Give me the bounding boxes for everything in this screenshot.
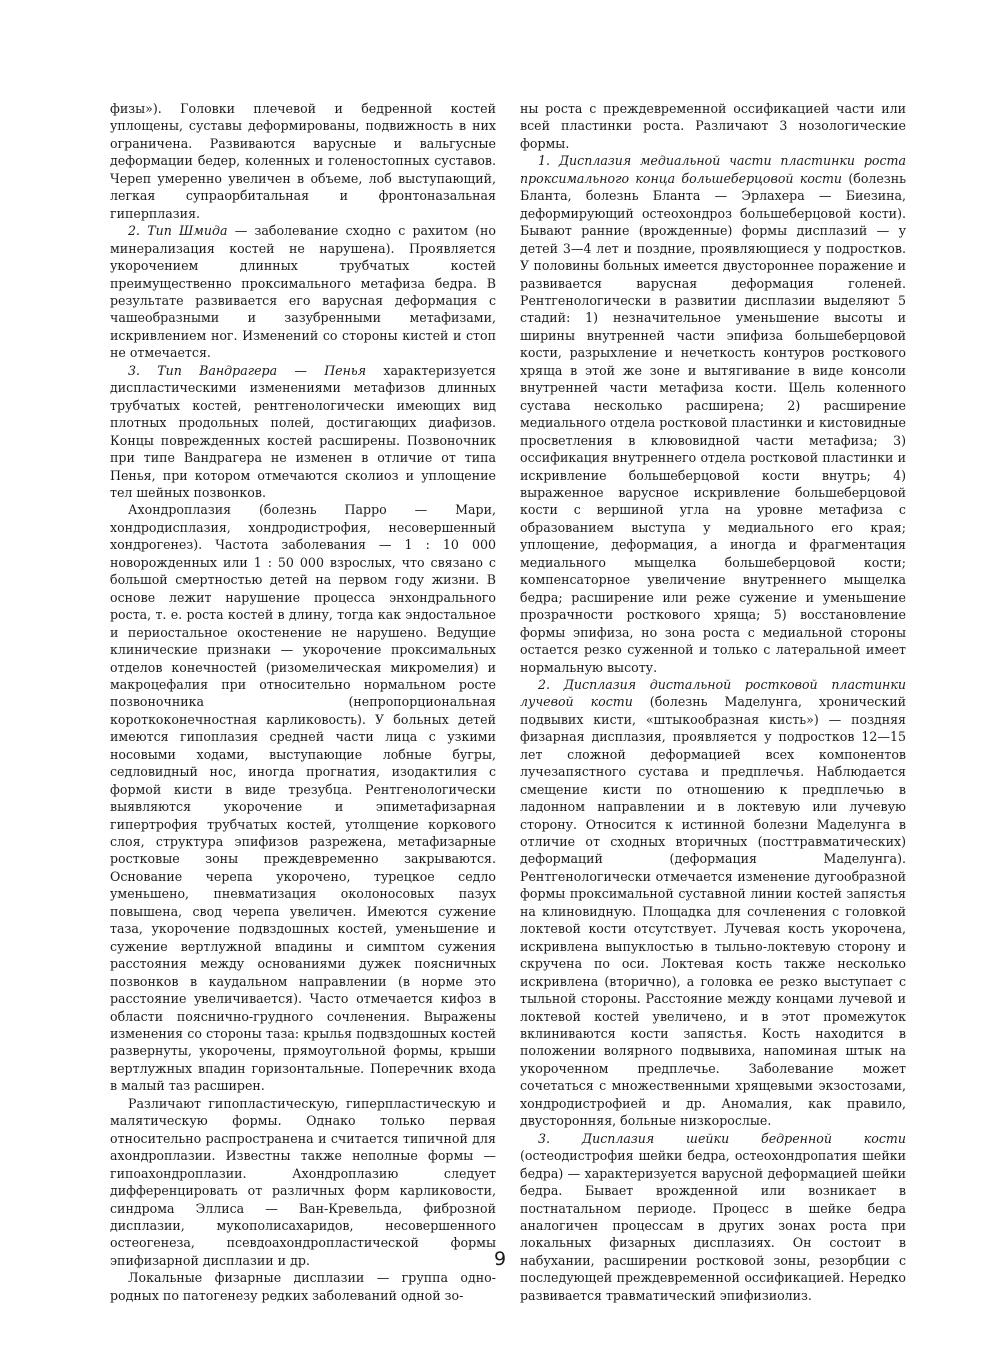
page-number: 9 bbox=[493, 1248, 507, 1270]
paragraph bbox=[110, 1095, 496, 1270]
paragraph bbox=[520, 676, 906, 1130]
right-column bbox=[520, 100, 906, 1304]
paragraph-title: Ахондроплазия bbox=[128, 502, 232, 518]
paragraph bbox=[520, 152, 906, 676]
paragraph-title: 1. Дисплазия медиальной части пластинки роста проксимального конца большеберцовой кости bbox=[520, 153, 906, 186]
paragraph-text: (болезнь Маделунга, хронический подвывих кисти, «штыкообразная кисть») — поздняя физарная дисплазия, проявляется у подростков 12—15 лет сложной деформацией всех компонентов лучезапястного сустава и предплечья. Наблюдается смещение кисти по отношению к предплечью в ладонном направлении и в локтевую или лучевую сторону. Относится к истинной болезни Маделунга в отличие от сходных вторичных (посттравматических) деформаций (деформация Маделунга). Рентгенологически отмечается изменение дугообразной формы проксимальной суставной линии костей запястья на клиновидную. Площадка для сочленения с головкой локтевой кости отсутствует. Лучевая кость укорочена, искривлена выпуклостью в тыльно-локтевую сторону и скручена по оси. Локтевая кость также несколько искривлена (вторично), а головка ее резко выступает с тыльной стороны. Расстояние между концами лучевой и локтевой костей увеличено, и в этот промежуток вклиниваются кости запястья. Кость находится в положении волярного подвывиха, напоминая штык на укороченном предплечье. Заболевание может сочетаться с множественными хрящевыми экзостозами, хондродистрофией и др. Аномалия, как правило, двусторонняя, больные низкорослые. bbox=[520, 694, 906, 1129]
paragraph-text: Различают гипопластическую, гиперпластическую и малятическую формы. Однако только первая относительно распространена и считается типичной для ахондроплазии. Известны также неполные формы — гипоахондроплазии. Ахондроплазию следует дифференцировать от различных форм карликовости, синдрома Эллиса — Ван-Кревельда, фиброзной дисплазии, мукополисахаридов, несовершенного остеогенеза, псевдоахондропластической формы эпифизарной дисплазии и др. bbox=[110, 1095, 496, 1268]
left-column bbox=[110, 100, 496, 1304]
paragraph-text: (остеодистрофия шейки бедра, остеохондропатия шейки бедра) — характеризуется варусной деформацией шейки бедра. Бывает врожденной или возникает в постнатальном периоде. Процесс в шейке бедра аналогичен процессам в других зонах роста при локальных физарных дисплазиях. Он состоит в набухании, расширении ростковой зоны, резорбции с последующей преждевременной оссификацией. Нередко развивается травматический эпифизиолиз. bbox=[520, 1148, 906, 1303]
paragraph-text: (болезнь Парро — Мари, хондродисплазия, хондродистрофия, несовершенный хондрогенез). Частота заболевания — 1 : 10 000 новорожденных или 1 : 50 000 взрослых, что связано с большой смертностью детей на первом году жизни. В основе лежит нарушение процесса энхондрального роста, т. е. роста костей в длину, тогда как эндостальное и периостальное окостенение не нарушено. Ведущие клинические признаки — укорочение проксимальных отделов конечностей (ризомелическая микромелия) и макроцефалия при относительно нормальном росте позвоночника (непропорциональная короткоконечностная карликовость). У больных детей имеются гипоплазия средней части лица с узкими носовыми ходами, выступающие лобные бугры, седловидный нос, иногда прогнатия, изодактилия с формой кисти в виде трезубца. Рентгенологически выявляются укорочение и эпиметафизарная гипертрофия трубчатых костей, утолщение коркового слоя, структура эпифизов разрежена, метафизарные ростковые зоны преждевременно закрываются. Основание черепа укорочено, турецкое седло уменьшено, пневматизация околоносовых пазух повышена, свод черепа увеличен. Имеются сужение таза, укорочение подвздошных костей, уменьшение и сужение вертлужной впадины и симптом сужения расстояния между основаниями дужек поясничных позвонков в каудальном направлении (в норме это расстояние увеличивается). Часто отмечается кифоз в области пояснично-грудного сочленения. Выражены изменения со стороны таза: крылья подвздошных костей развернуты, укорочены, прямоугольной формы, крыши вертлужных впадин горизонтальные. Поперечник входа в малый таз расширен. bbox=[110, 502, 496, 1094]
paragraph bbox=[520, 100, 906, 152]
paragraph-text: ны роста с преждевременной оссификацией части или всей пластинки роста. Различают 3 нозологические формы. bbox=[520, 101, 906, 151]
paragraph-text: характеризуется диспластическими изменениями метафизов длинных трубчатых костей, рентгенологически имеющих вид плотных продольных полей, достигающих диафизов. Концы поврежденных костей расширены. Позвоночник при типе Вандрагера не изменен в отличие от типа Пенья, при котором отмечаются сколиоз и уплощение тел шейных позвонков. bbox=[110, 362, 496, 500]
paragraph-title: 2. Тип Шмида bbox=[128, 223, 228, 239]
paragraph bbox=[110, 362, 496, 502]
paragraph-text: Локальные физарные дисплазии — группа одно-родных по патогенезу редких заболеваний одной зо- bbox=[110, 1270, 496, 1303]
paragraph bbox=[110, 100, 496, 222]
paragraph-title: 2. Дисплазия дистальной ростковой пластинки лучевой кости bbox=[520, 676, 906, 710]
paragraph-text: — заболевание сходно с рахитом (но минерализация костей не нарушена). Проявляется укорочением длинных трубчатых костей преимущественно проксимального метафиза бедра. В результате развивается его варусная деформация с чашеобразными и зазубренными метафизами, искривлением ног. Изменений со стороны кистей и стоп не отмечается. bbox=[110, 223, 496, 361]
paragraph-text: физы»). Головки плечевой и бедренной костей уплощены, суставы деформированы, подвижность в них ограничена. Развиваются варусные и вальгусные деформации бедер, коленных и голеностопных суставов. Череп умеренно увеличен в объеме, лоб выступающий, легкая супраорбитальная и фронтоназальная гиперплазия. bbox=[110, 101, 496, 221]
paragraph-title: 3. Тип Вандрагера — Пенья bbox=[128, 362, 367, 378]
paragraph bbox=[110, 501, 496, 1094]
paragraph bbox=[520, 1130, 906, 1305]
paragraph-text: (болезнь Бланта, болезнь Бланта — Эрлахера — Биезина, деформирующий остеохондроз большеберцовой кости). Бывают ранние (врожденные) формы дисплазий — у детей 3—4 лет и поздние, проявляющиеся у подростков. У половины больных имеется двустороннее поражение и развивается варусная деформация голеней. Рентгенологически в развитии дисплазии выделяют 5 стадий: 1) незначительное уменьшение высоты и ширины внутренней части эпифиза большеберцовой кости, разрыхление и нечеткость контуров росткового хряща в этой же зоне и вытягивание в виде консоли внутренней части метафиза кости. Щель коленного сустава несколько расширена; 2) расширение медиального отдела ростковой пластинки и кистовидные просветления в клювовидной части метафиза; 3) оссификация внутреннего отдела ростковой пластинки и искривление большеберцовой кости внутрь; 4) выраженное варусное искривление большеберцовой кости с вершиной угла на уровне метафиза с образованием выступа у медиального его края; уплощение, деформация, а иногда и фрагментация медиального мыщелка большеберцовой кости; компенсаторное увеличение внутреннего мыщелка бедра; расширение или реже сужение и уменьшение прозрачности росткового хряща; 5) восстановление формы эпифиза, но зона роста с медиальной стороны остается резко суженной и только с латеральной имеет нормальную высоту. bbox=[520, 170, 907, 675]
paragraph-title: 3. Дисплазия шейки бедренной кости bbox=[538, 1130, 906, 1146]
paragraph bbox=[110, 222, 496, 362]
paragraph bbox=[110, 1269, 496, 1304]
